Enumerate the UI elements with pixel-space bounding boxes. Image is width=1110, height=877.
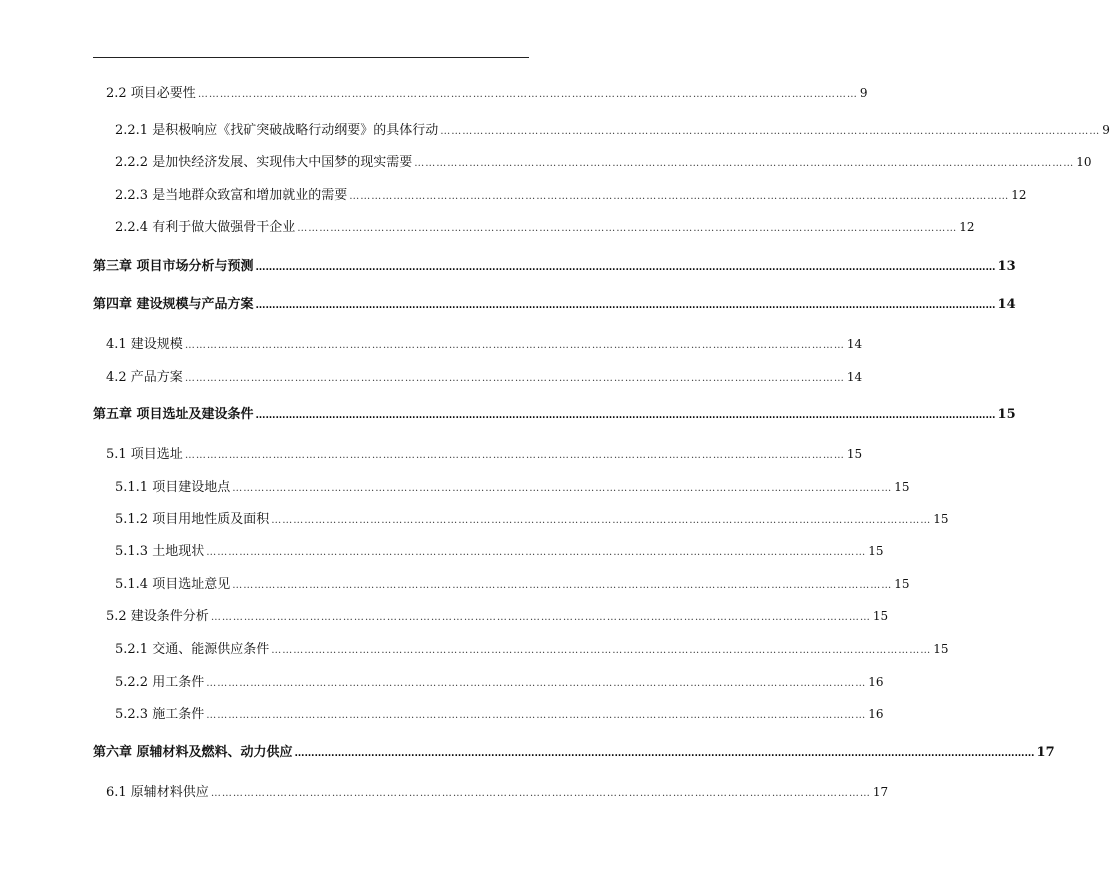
toc-entry-title: 5.2.1 交通、能源供应条件: [115, 642, 270, 657]
toc-entry-chapter-3[interactable]: [93, 258, 1016, 276]
toc-entry-title: 4.2 产品方案: [106, 370, 183, 385]
dot-leader: ……………………………………………………………………………………………………………………………………………………………………………………………………: [255, 262, 996, 273]
toc-entry-page: 13: [997, 259, 1016, 274]
toc-entry-title: 2.2.4 有利于做大做强骨干企业: [115, 220, 296, 235]
toc-entry-page: 12: [959, 220, 975, 234]
toc-entry-5-2-2[interactable]: [115, 673, 884, 691]
toc-entry-2-2[interactable]: [106, 84, 868, 102]
toc-entry-page: 15: [933, 512, 949, 526]
toc-entry-6-1[interactable]: [106, 783, 889, 801]
toc-entry-page: 14: [846, 370, 863, 384]
dot-leader: ……………………………………………………………………………………………………………………………………………………………………………………………………: [255, 410, 996, 421]
toc-entry-5-1-4[interactable]: [115, 575, 910, 593]
toc-entry-title: 6.1 原辅材料供应: [106, 785, 209, 800]
toc-entry-page: 16: [868, 675, 884, 689]
toc-entry-4-2[interactable]: [106, 368, 863, 386]
toc-entry-title: 5.1 项目选址: [106, 447, 183, 462]
toc-entry-page: 10: [1076, 155, 1092, 169]
header-rule: [93, 57, 529, 58]
toc-entry-2-2-1[interactable]: [115, 121, 1110, 139]
dot-leader: ……………………………………………………………………………………………………………………………………………………………………………………………………: [255, 300, 996, 311]
toc-entry-page: 12: [1011, 188, 1027, 202]
toc-entry-2-2-3[interactable]: [115, 186, 1027, 204]
toc-entry-title: 2.2 项目必要性: [106, 86, 196, 101]
dot-leader: ………………………………………………………………………………………………………………………………………………………………: [210, 788, 871, 799]
toc-entry-title: 5.1.4 项目选址意见: [115, 577, 231, 592]
toc-entry-chapter-5[interactable]: [93, 406, 1016, 424]
toc-entry-title: 5.1.3 土地现状: [115, 544, 205, 559]
toc-entry-page: 15: [933, 642, 949, 656]
toc-entry-title: 第五章 项目选址及建设条件: [93, 407, 254, 422]
dot-leader: ………………………………………………………………………………………………………………………………………………………………: [184, 450, 845, 461]
toc-entry-title: 第四章 建设规模与产品方案: [93, 297, 254, 312]
toc-entry-title: 5.2 建设条件分析: [106, 609, 209, 624]
toc-entry-title: 第六章 原辅材料及燃料、动力供应: [93, 745, 293, 760]
toc-entry-page: 14: [846, 337, 863, 351]
dot-leader: ………………………………………………………………………………………………………………………………………………………………: [206, 710, 867, 721]
toc-entry-5-1-3[interactable]: [115, 542, 884, 560]
toc-entry-page: 9: [1102, 123, 1110, 137]
toc-entry-chapter-6[interactable]: [93, 744, 1055, 762]
toc-entry-chapter-4[interactable]: [93, 296, 1016, 314]
toc-entry-title: 2.2.1 是积极响应《找矿突破战略行动纲要》的具体行动: [115, 123, 439, 138]
dot-leader: ………………………………………………………………………………………………………………………………………………………………: [184, 340, 845, 351]
toc-entry-2-2-2[interactable]: [115, 153, 1092, 171]
toc-entry-title: 5.1.2 项目用地性质及面积: [115, 512, 270, 527]
toc-entry-title: 5.2.3 施工条件: [115, 707, 205, 722]
dot-leader: ………………………………………………………………………………………………………………………………………………………………: [184, 373, 845, 384]
toc-entry-page: 9: [859, 86, 868, 100]
toc-entry-page: 14: [997, 297, 1016, 312]
toc-entry-title: 2.2.2 是加快经济发展、实现伟大中国梦的现实需要: [115, 155, 413, 170]
toc-entry-5-1-2[interactable]: [115, 510, 949, 528]
dot-leader: ………………………………………………………………………………………………………………………………………………………………: [297, 223, 958, 234]
toc-entry-title: 4.1 建设规模: [106, 337, 183, 352]
dot-leader: ………………………………………………………………………………………………………………………………………………………………: [197, 89, 858, 100]
dot-leader: ………………………………………………………………………………………………………………………………………………………………: [232, 580, 893, 591]
dot-leader: ………………………………………………………………………………………………………………………………………………………………: [206, 547, 867, 558]
dot-leader: ………………………………………………………………………………………………………………………………………………………………: [232, 483, 893, 494]
toc-entry-5-2-3[interactable]: [115, 705, 884, 723]
dot-leader: ………………………………………………………………………………………………………………………………………………………………: [271, 515, 932, 526]
dot-leader: ………………………………………………………………………………………………………………………………………………………………: [349, 191, 1010, 202]
toc-entry-page: 15: [846, 447, 863, 461]
toc-entry-page: 15: [997, 407, 1016, 422]
toc-entry-page: 16: [868, 707, 884, 721]
toc-entry-2-2-4[interactable]: [115, 218, 975, 236]
toc-entry-page: 15: [894, 480, 910, 494]
toc-entry-title: 2.2.3 是当地群众致富和增加就业的需要: [115, 188, 348, 203]
dot-leader: ………………………………………………………………………………………………………………………………………………………………: [210, 612, 871, 623]
dot-leader: ………………………………………………………………………………………………………………………………………………………………: [271, 645, 932, 656]
toc-entry-page: 17: [1036, 745, 1055, 760]
toc-entry-5-2-1[interactable]: [115, 640, 949, 658]
dot-leader: ………………………………………………………………………………………………………………………………………………………………: [440, 126, 1101, 137]
toc-entry-title: 5.1.1 项目建设地点: [115, 480, 231, 495]
dot-leader: ………………………………………………………………………………………………………………………………………………………………: [414, 158, 1075, 169]
toc-entry-page: 15: [894, 577, 910, 591]
toc-entry-page: 15: [872, 609, 889, 623]
toc-entry-title: 第三章 项目市场分析与预测: [93, 259, 254, 274]
toc-entry-page: 15: [868, 544, 884, 558]
dot-leader: ………………………………………………………………………………………………………………………………………………………………: [206, 678, 867, 689]
dot-leader: ……………………………………………………………………………………………………………………………………………………………………………………………………: [294, 748, 1035, 759]
toc-entry-4-1[interactable]: [106, 335, 863, 353]
toc-entry-5-2[interactable]: [106, 607, 889, 625]
toc-entry-page: 17: [872, 785, 889, 799]
toc-entry-5-1[interactable]: [106, 445, 863, 463]
toc-entry-title: 5.2.2 用工条件: [115, 675, 205, 690]
toc-entry-5-1-1[interactable]: [115, 478, 910, 496]
